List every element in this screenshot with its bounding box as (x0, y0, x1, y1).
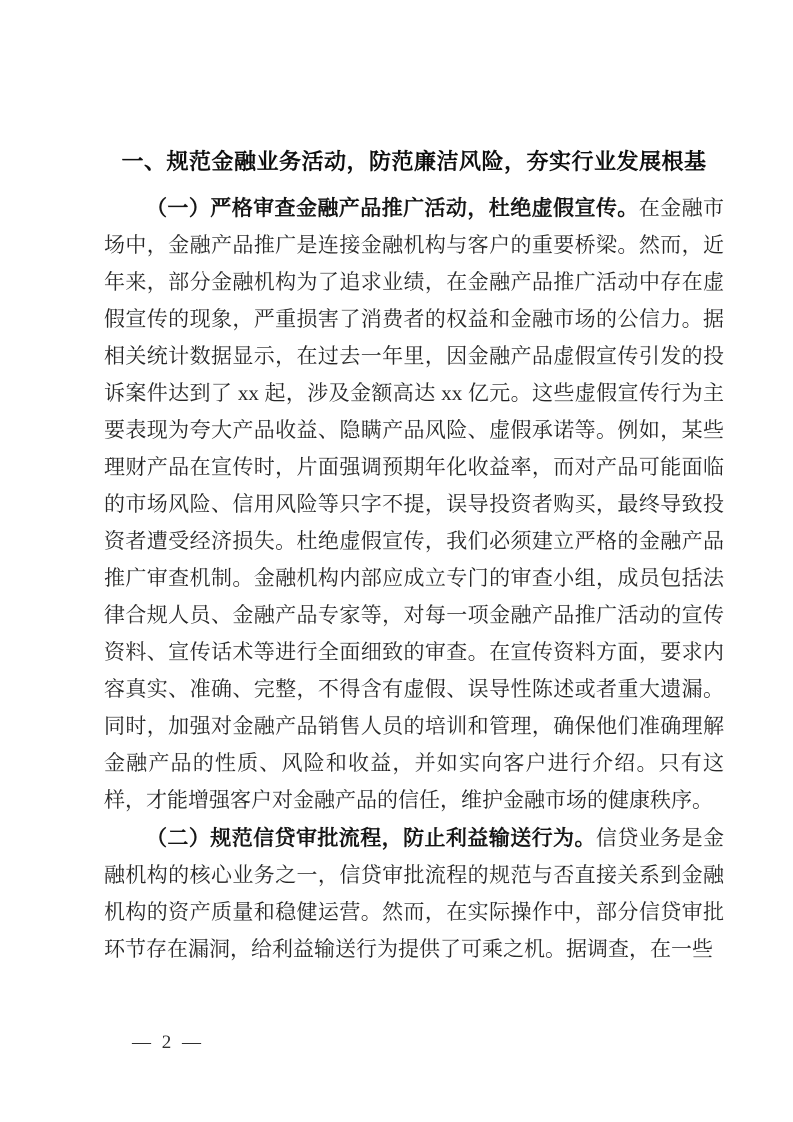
paragraph-1 (104, 189, 724, 819)
paragraph-1-lead: （一）严格审查金融产品推广活动，杜绝虚假宣传。 (146, 195, 639, 220)
document-content (104, 143, 724, 968)
paragraph-2-body: 信贷业务是金融机构的核心业务之一，信贷审批流程的规范与否直接关系到金融机构的资产质量和稳健运营。然而，在实际操作中，部分信贷审批环节存在漏洞，给利益输送行为提供了可乘之机。据调查，在一些 (104, 826, 725, 961)
paragraph-1-body: 在金融市场中，金融产品推广是连接金融机构与客户的重要桥梁。然而，近年来，部分金融机构为了追求业绩，在金融产品推广活动中存在虚假宣传的现象，严重损害了消费者的权益和金融市场的公信力。据相关统计数据显示，在过去一年里，因金融产品虚假宣传引发的投诉案件达到了 xx 起，涉及金额高达 xx 亿元。这些虚假宣传行为主要表现为夸大产品收益、隐瞒产品风险、虚假承诺等。例如，某些理财产品在宣传时，片面强调预期年化收益率，而对产品可能面临的市场风险、信用风险等只字不提，误导投资者购买，最终导致投资者遭受经济损失。杜绝虚假宣传，我们必须建立严格的金融产品推广审查机制。金融机构内部应成立专门的审查小组，成员包括法律合规人员、金融产品专家等，对每一项金融产品推广活动的宣传资料、宣传话术等进行全面细致的审查。在宣传资料方面，要求内容真实、准确、完整，不得含有虚假、误导性陈述或者重大遗漏。同时，加强对金融产品销售人员的培训和管理，确保他们准确理解金融产品的性质、风险和收益，并如实向客户进行介绍。只有这样，才能增强客户对金融产品的信任，维护金融市场的健康秩序。 (104, 196, 725, 812)
paragraph-2-lead: （二）规范信贷审批流程，防止利益输送行为。 (146, 825, 596, 850)
section-heading: 一、规范金融业务活动，防范廉洁风险，夯实行业发展根基 (121, 149, 707, 174)
page-number: — 2 — (132, 1032, 204, 1053)
paragraph-2 (104, 819, 724, 968)
